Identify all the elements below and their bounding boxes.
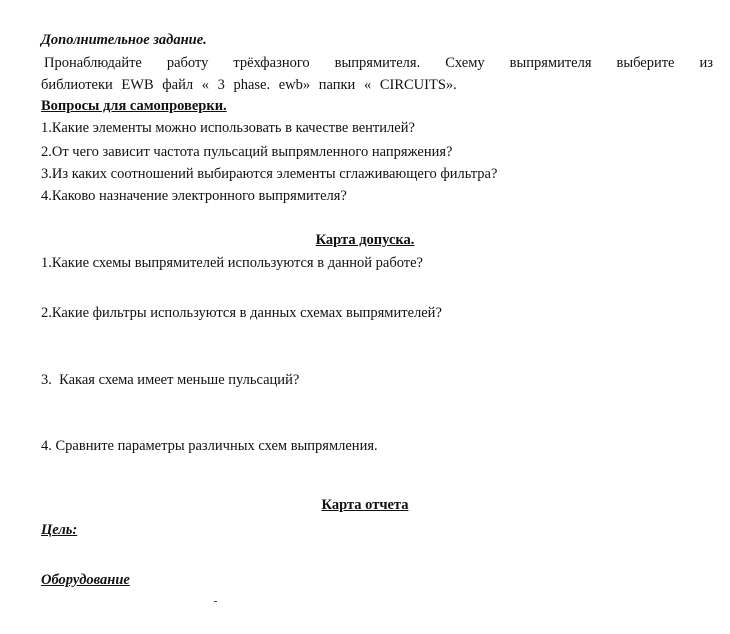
- self-check-heading: Вопросы для самопроверки.: [41, 98, 227, 114]
- admission-question: 4. Сравните параметры различных схем выпрямления.: [41, 438, 378, 454]
- report-card-heading: Карта отчета: [321, 497, 409, 513]
- extra-task-heading: Дополнительное задание.: [41, 32, 207, 48]
- self-check-question: 1.Какие элементы можно использовать в качестве вентилей?: [41, 120, 415, 136]
- admission-question: 3. Какая схема имеет меньше пульсаций?: [41, 372, 300, 388]
- self-check-question: 2.От чего зависит частота пульсаций выпрямленного напряжения?: [41, 144, 453, 160]
- self-check-question: 3.Из каких соотношений выбираются элементы сглаживающего фильтра?: [41, 166, 498, 182]
- admission-card-heading: Карта допуска.: [315, 232, 415, 248]
- goal-label: Цель:: [41, 522, 78, 538]
- extra-task-line-1: Пронаблюдайте работу трёхфазного выпрямителя. Схему выпрямителя выберите из: [44, 55, 713, 71]
- admission-question: 2.Какие фильтры используются в данных схемах выпрямителей?: [41, 305, 442, 321]
- equipment-label: Оборудование: [41, 572, 130, 588]
- admission-question: 1.Какие схемы выпрямителей используются в данной работе?: [41, 255, 423, 271]
- scan-speck: [214, 601, 217, 602]
- extra-task-line-2: библиотеки EWB файл « 3 phase. ewb» папки « CIRCUITS».: [41, 77, 457, 93]
- self-check-question: 4.Каково назначение электронного выпрямителя?: [41, 188, 347, 204]
